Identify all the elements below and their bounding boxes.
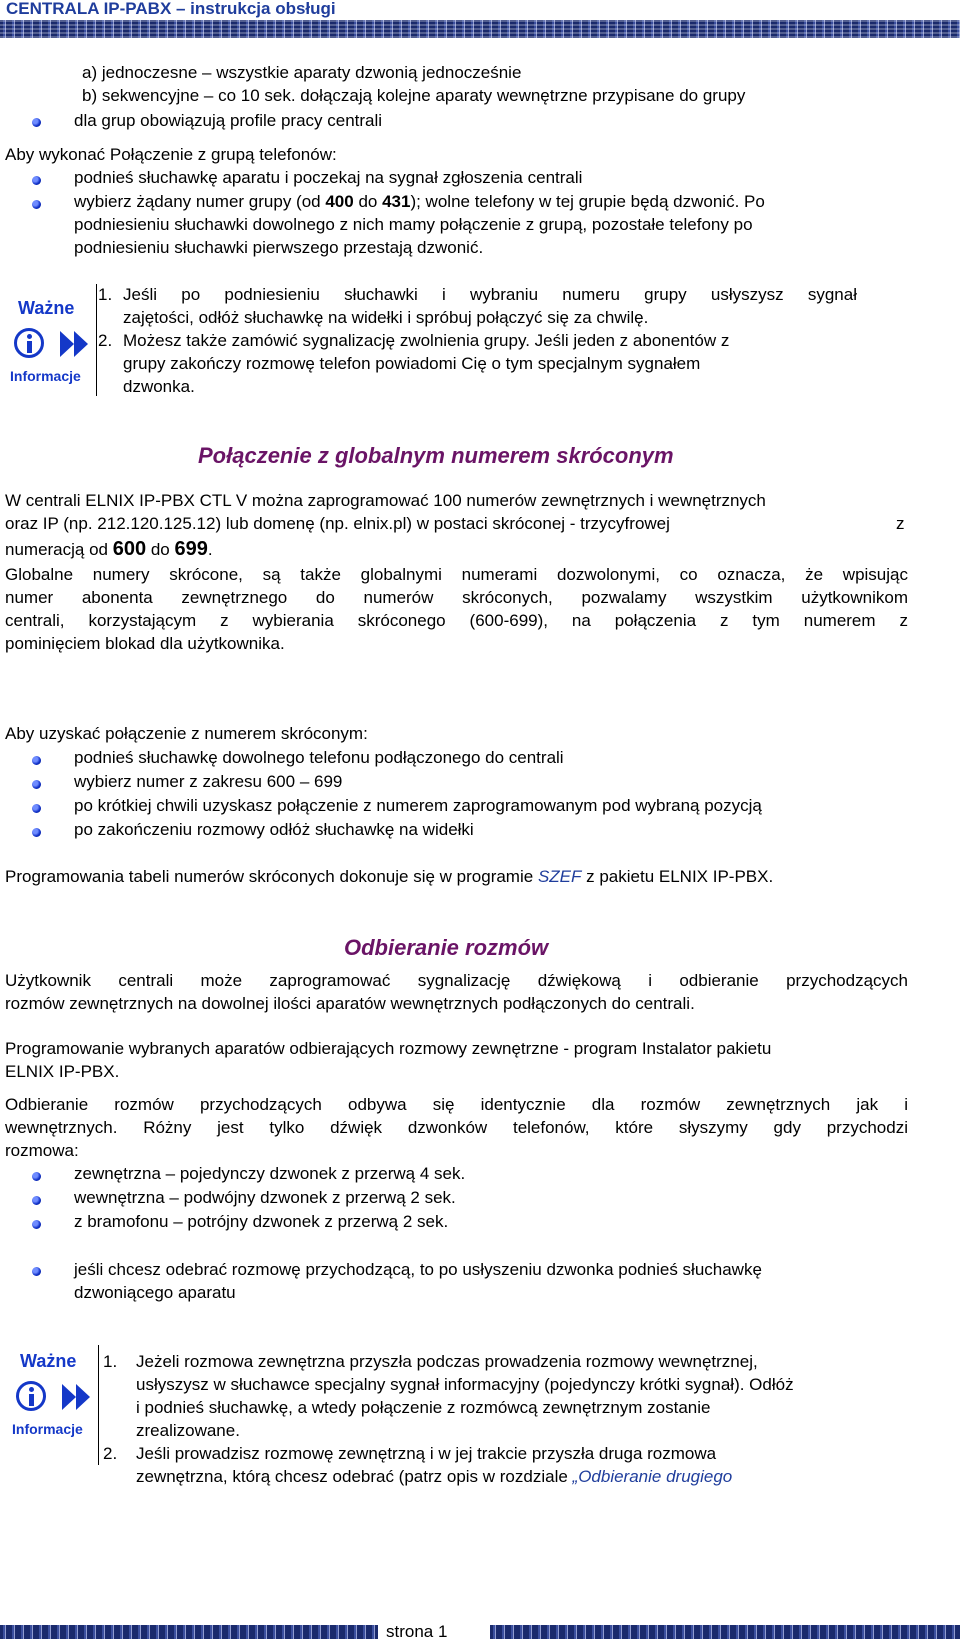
answering-p2-line1: Programowanie wybranych aparatów odbierających rozmowy zewnętrzne - program Instalator pakietu <box>5 1039 772 1058</box>
answering-p1-line2: rozmów zewnętrznych na dowolnej ilości aparatów wewnętrznych podłączonych do centrali. <box>5 994 695 1013</box>
ring-type-bullet: zewnętrzna – pojedynczy dzwonek z przerwą 4 sek. <box>74 1164 466 1183</box>
note2-item2-line2: zewnętrzna, którą chcesz odebrać (patrz opis w rozdziale „Odbieranie drugiego <box>136 1467 733 1486</box>
answering-p3-line3: rozmowa: <box>5 1141 79 1160</box>
szef-program-link[interactable]: SZEF <box>537 867 582 886</box>
answering-p2-line2: ELNIX IP-PBX. <box>5 1062 120 1081</box>
speed-dial-p2-line3: centrali, korzystającym z wybierania skróconego (600-699), na połączenia z tym numerem z <box>5 611 908 630</box>
info-icon <box>16 1381 46 1411</box>
footer-band-left <box>0 1625 378 1639</box>
section-heading-speed-dial: Połączenie z globalnym numerem skróconym <box>198 443 674 468</box>
list-item-b: b) sekwencyjne – co 10 sek. dołączają kolejne aparaty wewnętrzne przypisane do grupy <box>82 86 746 105</box>
bullet-dial-group-line2: podniesieniu słuchawki dowolnego z nich mamy połączenie z grupą, pozostałe telefony po <box>74 215 753 234</box>
group-call-intro: Aby wykonać Połączenie z grupą telefonów: <box>5 145 337 164</box>
ring-type-bullet: wewnętrzna – podwójny dzwonek z przerwą 2 sek. <box>74 1188 456 1207</box>
info-label: Informacje <box>10 368 81 384</box>
bullet-icon <box>32 1172 41 1181</box>
second-call-chapter-link[interactable]: „Odbieranie drugiego <box>572 1467 733 1486</box>
bullet-icon <box>32 200 41 209</box>
forward-arrow-icon <box>62 1384 76 1410</box>
speed-dial-p1-line2: oraz IP (np. 212.120.125.12) lub domenę (np. elnix.pl) w postaci skróconej - trzycyfrowej <box>5 514 670 533</box>
bullet-icon <box>32 804 41 813</box>
speed-dial-bullet: wybierz numer z zakresu 600 – 699 <box>74 772 343 791</box>
note2-item2-number: 2. <box>103 1444 118 1463</box>
note-divider <box>96 284 97 396</box>
note2-item1-line3: i podnieś słuchawkę, a wtedy połączenie z rozmówcą zewnętrznym zostanie <box>136 1398 711 1417</box>
forward-arrow-icon <box>76 1384 90 1410</box>
speed-dial-p1-line2-end: z <box>896 514 905 533</box>
note2-item1-number: 1. <box>103 1352 118 1371</box>
note1-item2-number: 2. <box>98 331 113 350</box>
answer-call-bullet-line2: dzwoniącego aparatu <box>74 1283 236 1302</box>
note1-item1-number: 1. <box>98 285 113 304</box>
list-item-a: a) jednoczesne – wszystkie aparaty dzwonią jednocześnie <box>82 63 522 82</box>
document-header-title: CENTRALA IP-PABX – instrukcja obsługi <box>6 0 336 18</box>
info-label: Informacje <box>12 1421 83 1437</box>
bullet-dial-group-line3: podniesieniu słuchawki pierwszego przestają dzwonić. <box>74 238 484 257</box>
bullet-dial-group: wybierz żądany numer grupy (od 400 do 431); wolne telefony w tej grupie będą dzwonić. Po <box>74 192 765 211</box>
answering-p3-line1: Odbieranie rozmów przychodzących odbywa się identycznie dla rozmów zewnętrznych jak i <box>5 1095 908 1114</box>
note1-item1-line2: zajętości, odłóż słuchawkę na widełki i spróbuj połączyć się za chwilę. <box>123 308 649 327</box>
speed-dial-bullet: po krótkiej chwili uzyskasz połączenie z numerem zaprogramowanym pod wybraną pozycją <box>74 796 762 815</box>
bullet-profile: dla grup obowiązują profile pracy centrali <box>74 111 383 130</box>
note2-item1-line2: usłyszysz w słuchawce specjalny sygnał informacyjny (pojedynczy krótki sygnał). Odłóż <box>136 1375 794 1394</box>
answering-p3-line2: wewnętrznych. Różny jest tylko dźwięk dzwonków telefonów, które słyszymy gdy przychodzi <box>5 1118 908 1137</box>
important-label: Ważne <box>20 1351 77 1371</box>
bullet-icon <box>32 756 41 765</box>
note1-item2-line2: grupy zakończy rozmowę telefon powiadomi Cię o tym specjalnym sygnałem <box>123 354 701 373</box>
bullet-lift-handset: podnieś słuchawkę aparatu i poczekaj na sygnał zgłoszenia centrali <box>74 168 583 187</box>
note2-item1-line4: zrealizowane. <box>136 1421 240 1440</box>
footer-band-right <box>490 1625 960 1639</box>
bullet-icon <box>32 1220 41 1229</box>
note1-item2-line1: Możesz także zamówić sygnalizację zwolnienia grupy. Jeśli jeden z abonentów z <box>123 331 730 350</box>
speed-dial-intro: Aby uzyskać połączenie z numerem skróconym: <box>5 724 368 743</box>
page-number: strona 1 <box>386 1622 448 1641</box>
note2-item2-line1: Jeśli prowadzisz rozmowę zewnętrzną i w jej trakcie przyszła druga rozmowa <box>136 1444 717 1463</box>
bullet-icon <box>32 780 41 789</box>
speed-dial-p2-line4: pominięciem blokad dla użytkownika. <box>5 634 285 653</box>
ring-type-bullet: z bramofonu – potrójny dzwonek z przerwą 2 sek. <box>74 1212 449 1231</box>
bullet-icon <box>32 1267 41 1276</box>
note-divider <box>98 1345 99 1465</box>
section-heading-answering-calls: Odbieranie rozmów <box>344 935 549 960</box>
bullet-icon <box>32 118 41 127</box>
speed-dial-bullet: po zakończeniu rozmowy odłóż słuchawkę na widełki <box>74 820 474 839</box>
answer-call-bullet-line1: jeśli chcesz odebrać rozmowę przychodzącą, to po usłyszeniu dzwonka podnieś słuchawkę <box>74 1260 762 1279</box>
note2-item1-line1: Jeżeli rozmowa zewnętrzna przyszła podczas prowadzenia rozmowy wewnętrznej, <box>136 1352 758 1371</box>
bullet-icon <box>32 828 41 837</box>
speed-dial-programming-note: Programowania tabeli numerów skróconych dokonuje się w programie SZEF z pakietu ELNIX IP-PBX. <box>5 867 774 886</box>
note1-item2-line3: dzwonka. <box>123 377 195 396</box>
note1-item1-line1: Jeśli po podniesieniu słuchawki i wybraniu numeru grupy usłyszysz sygnał <box>123 285 857 304</box>
speed-dial-bullet: podnieś słuchawkę dowolnego telefonu podłączonego do centrali <box>74 748 564 767</box>
speed-dial-p1-line1: W centrali ELNIX IP-PBX CTL V można zaprogramować 100 numerów zewnętrznych i wewnętrznych <box>5 491 766 510</box>
info-icon <box>14 328 44 358</box>
bullet-icon <box>32 176 41 185</box>
important-label: Ważne <box>18 298 75 318</box>
bullet-icon <box>32 1196 41 1205</box>
forward-arrow-icon <box>74 331 88 357</box>
forward-arrow-icon <box>60 331 74 357</box>
answering-p1-line1: Użytkownik centrali może zaprogramować sygnalizację dźwiękową i odbieranie przychodzących <box>5 971 908 990</box>
speed-dial-p2-line1: Globalne numery skrócone, są także globalnymi numerami dozwolonymi, co oznacza, że wpisując <box>5 565 908 584</box>
header-decorative-band <box>0 20 960 38</box>
speed-dial-p2-line2: numer abonenta zewnętrznego do numerów skróconych, pozwalamy wszystkim użytkownikom <box>5 588 908 607</box>
speed-dial-p1-line3: numeracją od 600 do 699. <box>5 538 213 560</box>
